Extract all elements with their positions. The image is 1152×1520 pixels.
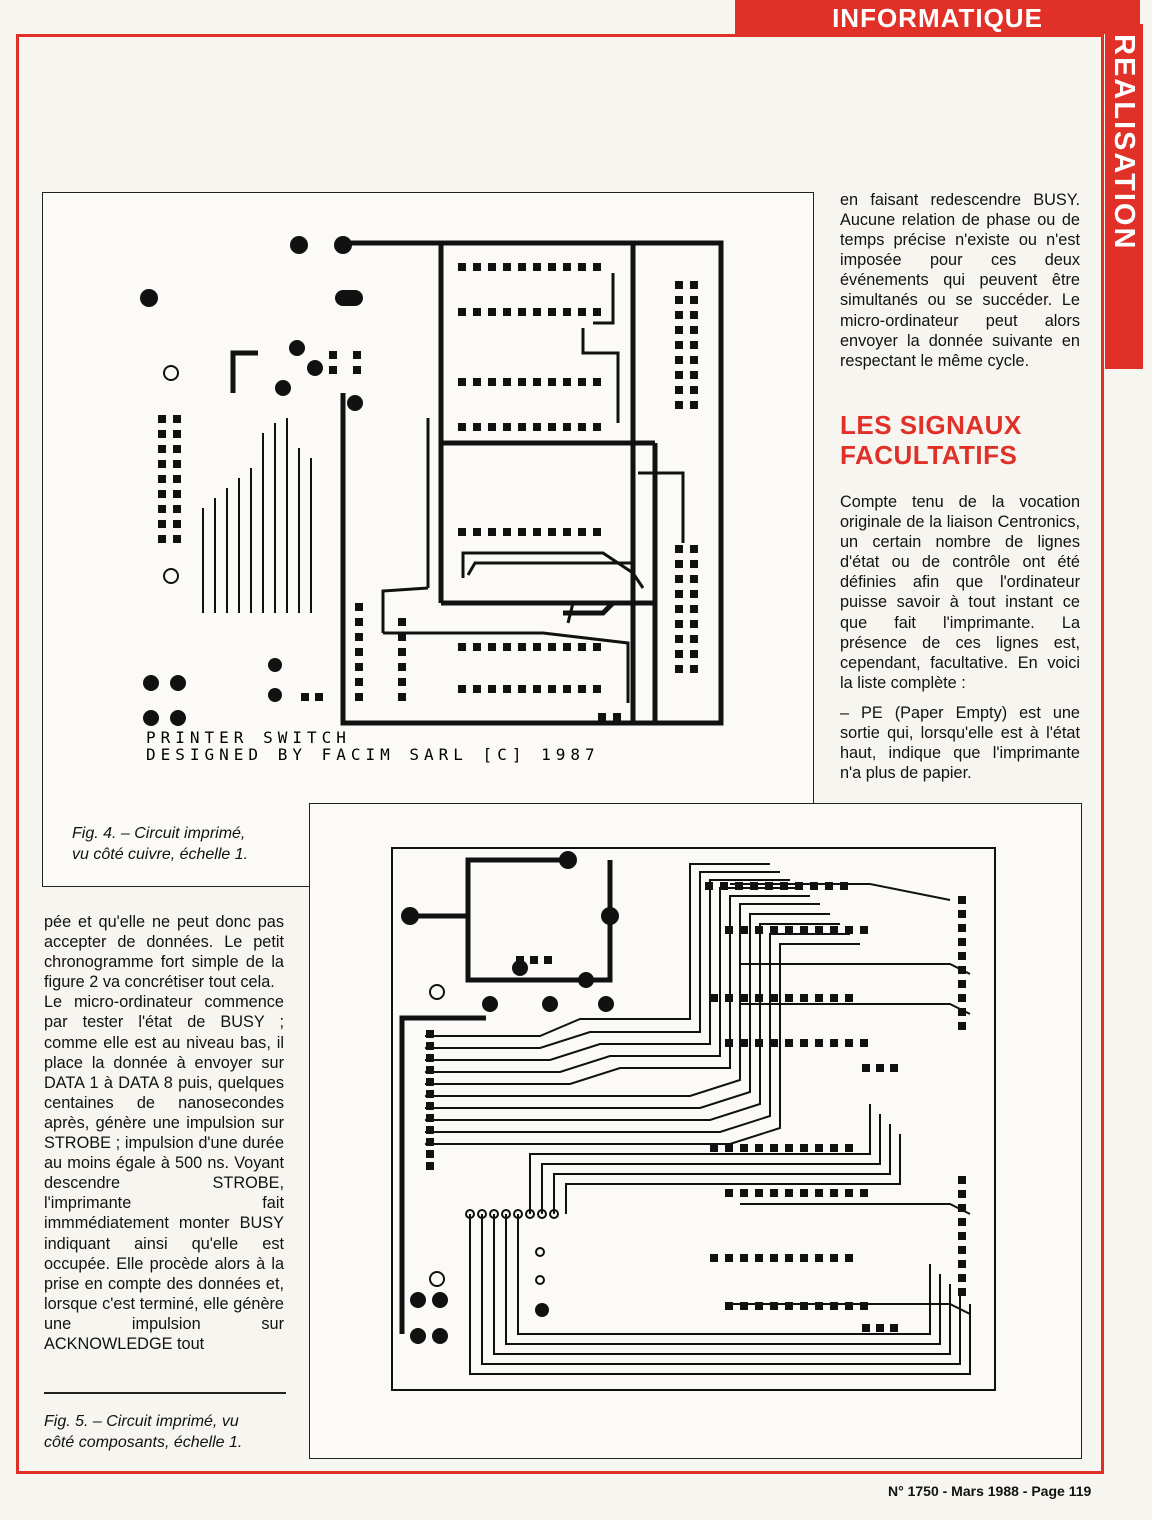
pcb-label-title: PRINTER SWITCH [146,728,351,747]
left-paragraph-2: Le micro-ordinateur commence par tester l'état de BUSY ; comme elle est au niveau bas, il place la donnée à envoyer sur DATA 1 à DATA 8 puis, quelques centaines de nanosecondes après, génère une impulsion sur STROBE ; impulsion d'une durée au moins égale à 500 ns. Voyant descendre STROBE, l'imprimante fait immmédiatement monter BUSY indiquant ainsi qu'elle est occupée. Elle procède alors à la prise en compte des données et, lorsque c'est terminé, elle génère une impulsion sur ACKNOWLEDGE tout [44,993,284,1353]
right-column-continuation [840,190,1080,371]
heading-line2: FACULTATIFS [840,440,1018,470]
left-paragraph-1: pée et qu'elle ne peut donc pas accepter de données. Le petit chronogramme fort simple de la figure 2 va concrétiser tout cela. [44,913,284,992]
section-heading [840,410,1070,470]
section-header: INFORMATIQUE [735,0,1140,34]
side-label: REALISATION [1108,34,1140,251]
right-column-body [840,492,1080,783]
heading-line1: LES SIGNAUX [840,410,1022,440]
signals-intro-paragraph: Compte tenu de la vocation originale de la liaison Centronics, un certain nombre de lignes d'état ou de contrôle ont été définies afin que l'ordinateur puisse savoir à tout instant ce que fait l'imprimante. La présence de ces lignes est, cependant, facultative. En voici la liste complète : [840,493,1080,692]
side-tab [1105,24,1143,369]
pe-paragraph: – PE (Paper Empty) est une sortie qui, lorsqu'elle est à l'état haut, indique que l'imprimante n'a plus de papier. [840,703,1080,783]
caption-divider [44,1392,286,1394]
fig4-caption-line2: vu côté cuivre, échelle 1. [72,846,249,863]
pcb-component-drawing [310,804,1081,1458]
left-column-body [44,912,284,1354]
figure-5 [309,803,1082,1459]
fig5-caption-line1: Fig. 5. – Circuit imprimé, vu [44,1413,239,1430]
page-footer: N° 1750 - Mars 1988 - Page 119 [888,1483,1092,1499]
continuation-paragraph: en faisant redescendre BUSY. Aucune relation de phase ou de temps précise n'existe ou n'est imposée pour ces deux événements qui peuvent être simultanés ou se succéder. Le micro-ordinateur peut alors envoyer la donnée suivante en respectant le même cycle. [840,191,1080,370]
fig5-caption-line2: côté composants, échelle 1. [44,1434,243,1451]
fig4-caption-line1: Fig. 4. – Circuit imprimé, [72,825,246,842]
figure-4 [42,192,814,887]
pcb-copper-drawing [43,193,813,886]
pcb-label-credit: DESIGNED BY FACIM SARL [C] 1987 [146,745,600,764]
